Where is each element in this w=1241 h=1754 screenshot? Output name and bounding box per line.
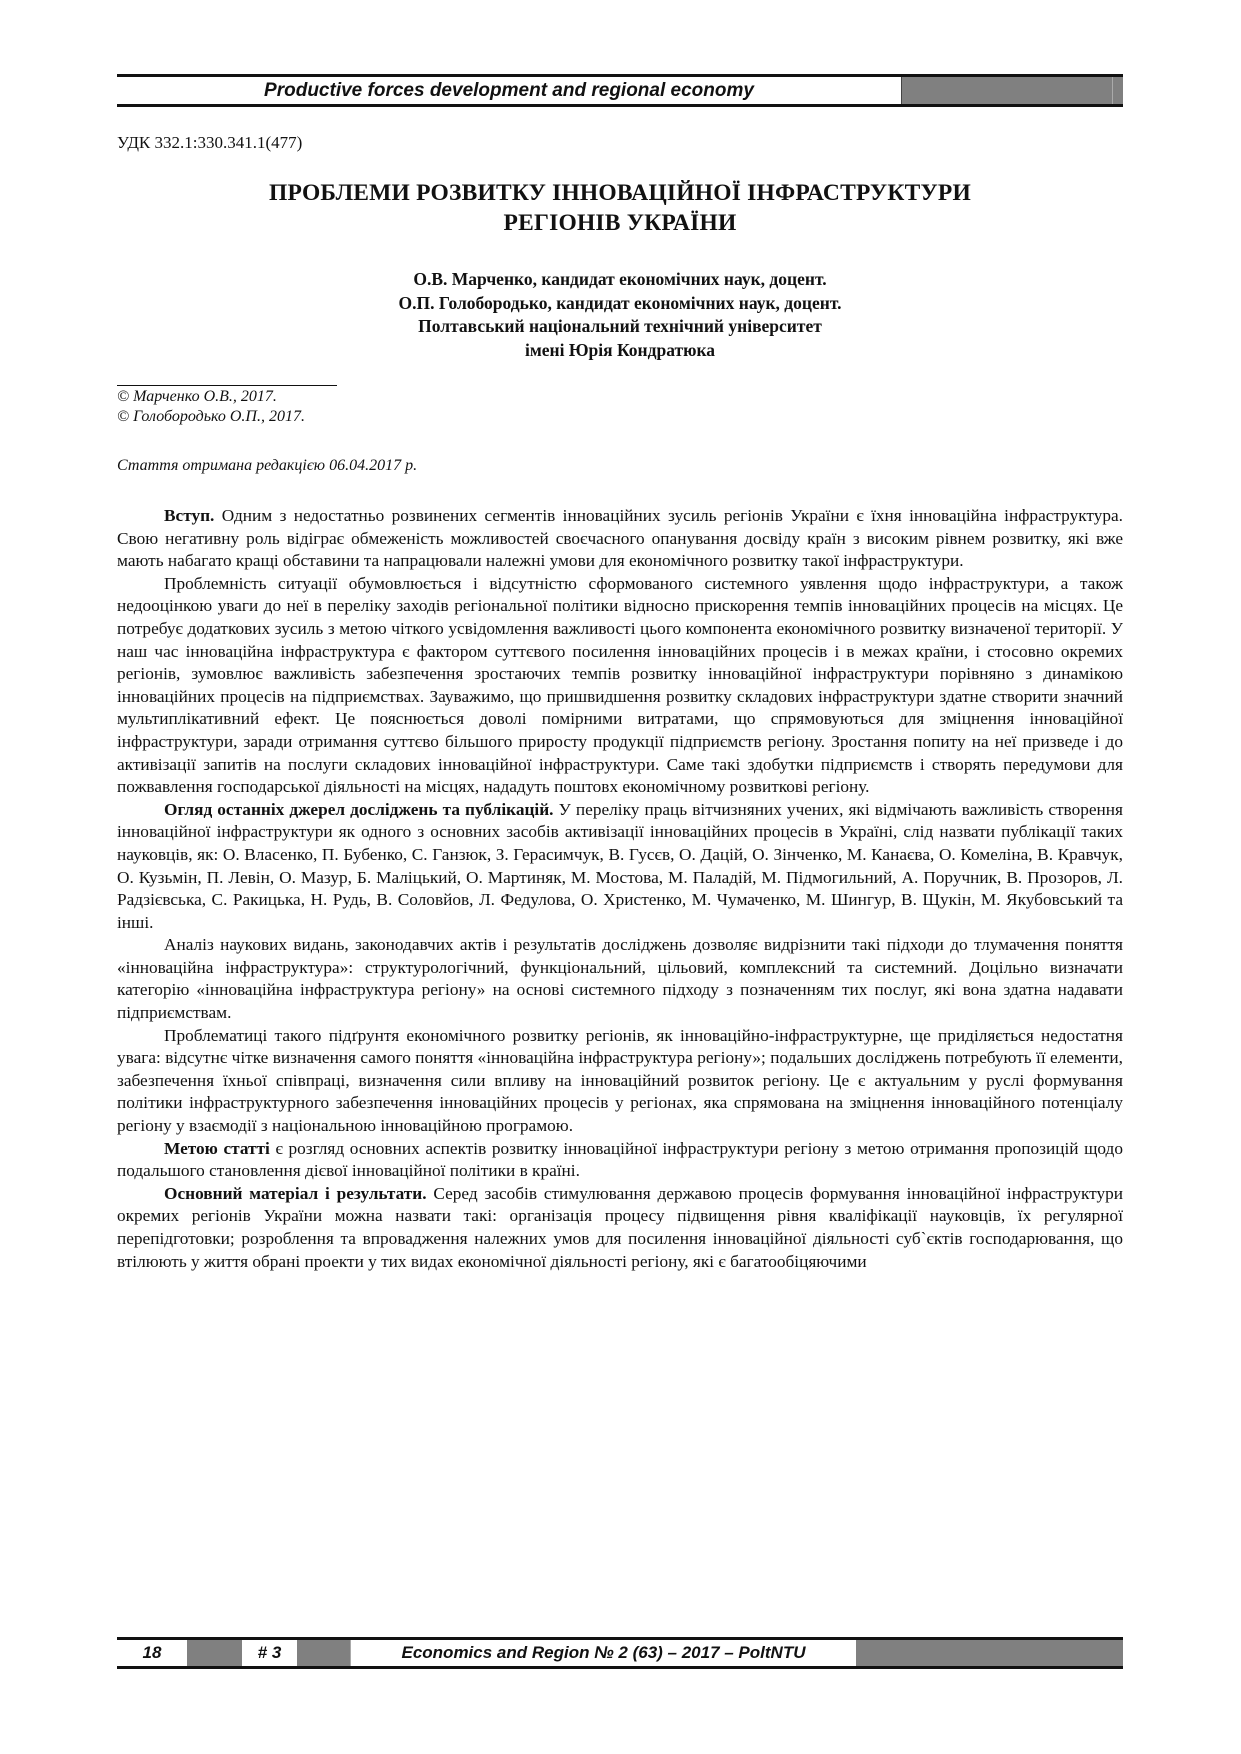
article-title [117, 178, 1123, 238]
affiliation-line-1: Полтавський національний технічний університет [418, 316, 822, 336]
author-1: О.В. Марченко, кандидат економічних наук, доцент. [413, 269, 827, 289]
footer-gray-block-2 [297, 1640, 351, 1666]
page-number: 18 [142, 1643, 162, 1662]
authors-block [117, 268, 1123, 362]
paragraph-literature-review: Огляд останніх джерел досліджень та публікацій. У переліку праць вітчизняних учених, які відмічають важливість створення інноваційної інфраструктури як одного з основних засобів активізації інноваційних процесів в Україні, слід назвати публікації таких науковців, як: О. Власенко, П. Бубенко, С. Ганзюк, З. Герасимчук, В. Гусєв, О. Дацій, О. Зінченко, М. Канаєва, О. Комеліна, В. Кравчук, О. Кузьмін, П. Левін, О. Мазур, Б. Маліцький, О. Мартиняк, М. Мостова, М. Паладій, М. Підмогильний, А. Поручник, В. Прозоров, Л. Радзієвська, С. Ракицька, Н. Рудь, В. Соловйов, Л. Федулова, О. Христенко, М. Чумаченко, М. Шингур, В. Щукін, М. Якубовський та інші. [117, 799, 1123, 932]
literature-review-heading: Огляд останніх джерел досліджень та публікацій. [164, 799, 554, 819]
paragraph-analysis: Аналіз наукових видань, законодавчих актів і результатів досліджень дозволяє видрізнити такі підходи до тлумачення поняття «інноваційна інфраструктура»: структурологічний, функціональний, цільовий, комплексний та системний. Доцільно визначати категорію «інноваційна інфраструктура регіону» на основі системного підходу з позначенням тих послуг, які вона здатна надавати підприємствам. [117, 935, 1123, 1023]
copyright-2: © Голобородько О.П., 2017. [117, 408, 305, 425]
running-header-title: Productive forces development and regional economy [264, 80, 754, 101]
main-material-heading: Основний матеріал і результати. [164, 1183, 427, 1203]
article-body [117, 505, 1123, 1273]
paragraph-problematics: Проблематиці такого підґрунтя економічного розвитку регіонів, як інноваційно-інфраструктурне, ще приділяється недостатня увага: відсутнє чітке визначення самого поняття «інноваційна інфраструктура регіону»; подальших досліджень потребують її елементи, забезпечення їхньої співпраці, визначення сили впливу на інноваційний розвиток регіону. Це є актуальним у руслі формування політики інфраструктурного забезпечення інноваційних процесів у регіонах, яка спрямована на зміцнення інноваційного потенціалу регіону у взаємодії з національною інноваційною програмою. [117, 1025, 1123, 1136]
issue-number: # 3 [257, 1643, 282, 1662]
udk-code: УДК 332.1:330.341.1(477) [117, 133, 303, 152]
footer-gray-block-1 [187, 1640, 242, 1666]
running-header [117, 74, 1123, 107]
received-date: Стаття отримана редакцією 06.04.2017 р. [117, 457, 418, 474]
paragraph-aim: Метою статті є розгляд основних аспектів розвитку інноваційної інфраструктури регіону з метою отримання пропозицій щодо подальшого становлення дієвої інноваційної політики в країні. [117, 1138, 1123, 1181]
copyright-1: © Марченко О.В., 2017. [117, 388, 277, 405]
footer-gray-block-3 [856, 1640, 1123, 1666]
paragraph-introduction: Вступ. Одним з недостатньо розвинених сегментів інноваційних зусиль регіонів України є їхня інноваційна інфраструктура. Свою негативну роль відіграє обмеженість можливостей своєчасного опанування досвіду країн з високим рівнем розвитку, які вже мають набагато кращі обставини та напрацювали належні умови для економічного розвитку такої інфраструктури. [117, 506, 1123, 571]
header-gray-block [901, 77, 1123, 104]
paragraph-main-material: Основний матеріал і результати. Серед засобів стимулювання державою процесів формування інноваційної інфраструктури окремих регіонів України можна назвати такі: організація процесу підвищення рівня кваліфікації науковців, їх регулярної перепідготовки; розроблення та впровадження належних умов для посилення інноваційної діяльності суб`єктів господарювання, що втілюють у життя обрані проекти у тих видах економічної діяльності регіону, які є багатообіцяючими [117, 1183, 1124, 1271]
article-title-line-2: РЕГІОНІВ УКРАЇНИ [503, 210, 737, 236]
aim-heading: Метою статті [164, 1138, 270, 1158]
paragraph-problem: Проблемність ситуації обумовлюється і відсутністю сформованого системного уявлення щодо інфраструктури, а також недооцінкою уваги до неї в переліку заходів регіональної політики відносно прискорення темпів інноваційних процесів на місцях. Це потребує додаткових зусиль з метою чіткого усвідомлення важливості цього компонента економічного розвитку визначеної території. У наш час інноваційна інфраструктура є фактором суттєвого посилення інноваційних процесів і в межах країни, і стосовно окремих регіонів, зумовлює важливість забезпечення зростаючих темпів розвитку інноваційної інфраструктури порівняно з динамікою інноваційних процесів на підприємствах. Зауважимо, що пришвидшення розвитку складових інфраструктури здатне створити значний мультиплікативний ефект. Це пояснюється доволі помірними витратами, що спрямовуються для зміцнення інноваційної інфраструктури, заради отримання суттєво більшого приросту продукції підприємств регіону. Зростання попиту на неї призведе і до активізації запитів на послуги складових інноваційної інфраструктури. Саме такі здобутки підприємств і створять передумови для пожвавлення господарської діяльності на місцях, нададуть поштовх економічному розвиткові регіону. [117, 573, 1123, 797]
running-footer [117, 1637, 1123, 1669]
copyright-block [117, 385, 337, 427]
journal-citation: Economics and Region № 2 (63) – 2017 – PoltNTU [401, 1643, 806, 1662]
introduction-heading: Вступ. [164, 506, 215, 525]
article-title-line-1: ПРОБЛЕМИ РОЗВИТКУ ІННОВАЦІЙНОЇ ІНФРАСТРУКТУРИ [269, 180, 971, 206]
author-2: О.П. Голобородько, кандидат економічних наук, доцент. [398, 292, 842, 313]
affiliation-line-2: імені Юрія Кондратюка [524, 339, 716, 360]
